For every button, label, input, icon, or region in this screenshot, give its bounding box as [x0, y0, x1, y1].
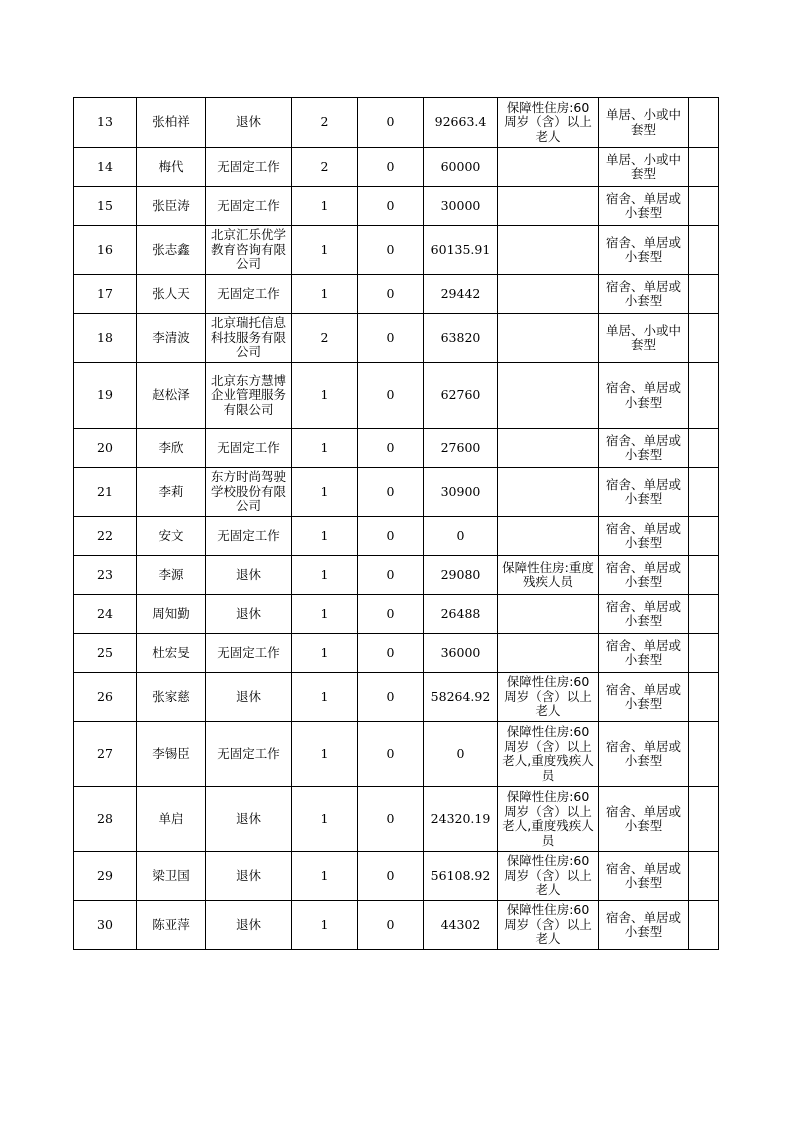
cell-name: 梅代	[137, 148, 206, 187]
cell-priority: 保障性住房:60周岁（含）以上老人	[498, 852, 599, 901]
cell-work: 退休	[206, 595, 292, 634]
cell-extra	[689, 852, 719, 901]
cell-extra	[689, 314, 719, 363]
cell-zero: 0	[358, 634, 424, 673]
cell-zero: 0	[358, 98, 424, 148]
cell-priority	[498, 226, 599, 275]
cell-income: 30000	[424, 187, 498, 226]
cell-name: 单启	[137, 787, 206, 852]
table-row	[74, 787, 719, 852]
cell-zero: 0	[358, 901, 424, 950]
cell-people: 1	[292, 429, 358, 468]
cell-priority: 保障性住房:60周岁（含）以上老人	[498, 673, 599, 722]
cell-priority	[498, 314, 599, 363]
table-row	[74, 275, 719, 314]
cell-type: 宿舍、单居或小套型	[599, 673, 689, 722]
cell-extra	[689, 634, 719, 673]
cell-extra	[689, 787, 719, 852]
cell-type: 宿舍、单居或小套型	[599, 634, 689, 673]
cell-name: 李欣	[137, 429, 206, 468]
cell-extra	[689, 363, 719, 429]
cell-income: 62760	[424, 363, 498, 429]
cell-type: 单居、小或中套型	[599, 148, 689, 187]
cell-work: 无固定工作	[206, 429, 292, 468]
cell-priority	[498, 634, 599, 673]
cell-type: 宿舍、单居或小套型	[599, 429, 689, 468]
cell-people: 1	[292, 226, 358, 275]
cell-people: 1	[292, 901, 358, 950]
cell-work: 退休	[206, 901, 292, 950]
table-row	[74, 226, 719, 275]
cell-no: 29	[74, 852, 137, 901]
cell-type: 宿舍、单居或小套型	[599, 517, 689, 556]
cell-no: 20	[74, 429, 137, 468]
cell-name: 李清波	[137, 314, 206, 363]
cell-type: 宿舍、单居或小套型	[599, 275, 689, 314]
cell-zero: 0	[358, 787, 424, 852]
cell-work: 北京汇乐优学教育咨询有限公司	[206, 226, 292, 275]
cell-work: 退休	[206, 556, 292, 595]
cell-people: 1	[292, 363, 358, 429]
cell-extra	[689, 595, 719, 634]
table-row	[74, 148, 719, 187]
cell-no: 13	[74, 98, 137, 148]
cell-priority	[498, 187, 599, 226]
cell-priority	[498, 148, 599, 187]
cell-people: 1	[292, 595, 358, 634]
cell-income: 63820	[424, 314, 498, 363]
cell-people: 1	[292, 787, 358, 852]
cell-name: 梁卫国	[137, 852, 206, 901]
cell-people: 1	[292, 187, 358, 226]
cell-people: 1	[292, 556, 358, 595]
cell-extra	[689, 429, 719, 468]
cell-no: 27	[74, 722, 137, 787]
cell-zero: 0	[358, 722, 424, 787]
cell-extra	[689, 517, 719, 556]
cell-income: 36000	[424, 634, 498, 673]
cell-work: 退休	[206, 852, 292, 901]
cell-priority: 保障性住房:重度残疾人员	[498, 556, 599, 595]
applicant-table	[73, 97, 719, 950]
table-row	[74, 429, 719, 468]
cell-no: 15	[74, 187, 137, 226]
cell-zero: 0	[358, 363, 424, 429]
cell-zero: 0	[358, 595, 424, 634]
cell-name: 李源	[137, 556, 206, 595]
cell-type: 宿舍、单居或小套型	[599, 901, 689, 950]
table-row	[74, 187, 719, 226]
cell-income: 29080	[424, 556, 498, 595]
cell-extra	[689, 148, 719, 187]
cell-people: 1	[292, 468, 358, 517]
cell-zero: 0	[358, 148, 424, 187]
cell-zero: 0	[358, 852, 424, 901]
cell-priority	[498, 275, 599, 314]
cell-extra	[689, 468, 719, 517]
cell-extra	[689, 187, 719, 226]
cell-name: 张家慈	[137, 673, 206, 722]
cell-income: 60135.91	[424, 226, 498, 275]
cell-type: 宿舍、单居或小套型	[599, 852, 689, 901]
cell-type: 单居、小或中套型	[599, 98, 689, 148]
table-body	[74, 98, 719, 950]
cell-name: 张人天	[137, 275, 206, 314]
cell-priority: 保障性住房:60周岁（含）以上老人,重度残疾人员	[498, 787, 599, 852]
table-row	[74, 673, 719, 722]
cell-no: 19	[74, 363, 137, 429]
cell-people: 2	[292, 98, 358, 148]
cell-name: 李莉	[137, 468, 206, 517]
cell-zero: 0	[358, 187, 424, 226]
cell-income: 58264.92	[424, 673, 498, 722]
cell-type: 宿舍、单居或小套型	[599, 787, 689, 852]
cell-priority	[498, 517, 599, 556]
cell-priority	[498, 468, 599, 517]
cell-work: 无固定工作	[206, 722, 292, 787]
cell-name: 李锡臣	[137, 722, 206, 787]
cell-name: 张柏祥	[137, 98, 206, 148]
cell-no: 14	[74, 148, 137, 187]
cell-no: 28	[74, 787, 137, 852]
cell-no: 17	[74, 275, 137, 314]
cell-people: 2	[292, 148, 358, 187]
table-row	[74, 98, 719, 148]
table-row	[74, 556, 719, 595]
cell-income: 0	[424, 517, 498, 556]
cell-work: 无固定工作	[206, 634, 292, 673]
cell-work: 无固定工作	[206, 517, 292, 556]
cell-name: 杜宏旻	[137, 634, 206, 673]
table-row	[74, 595, 719, 634]
cell-no: 23	[74, 556, 137, 595]
cell-no: 26	[74, 673, 137, 722]
cell-name: 张志鑫	[137, 226, 206, 275]
cell-extra	[689, 901, 719, 950]
cell-name: 赵松泽	[137, 363, 206, 429]
cell-type: 宿舍、单居或小套型	[599, 363, 689, 429]
cell-zero: 0	[358, 429, 424, 468]
cell-extra	[689, 275, 719, 314]
cell-income: 26488	[424, 595, 498, 634]
cell-extra	[689, 673, 719, 722]
cell-priority: 保障性住房:60周岁（含）以上老人	[498, 901, 599, 950]
cell-type: 宿舍、单居或小套型	[599, 187, 689, 226]
cell-income: 92663.4	[424, 98, 498, 148]
cell-type: 单居、小或中套型	[599, 314, 689, 363]
cell-priority	[498, 595, 599, 634]
cell-type: 宿舍、单居或小套型	[599, 722, 689, 787]
table-row	[74, 901, 719, 950]
cell-work: 退休	[206, 673, 292, 722]
cell-work: 退休	[206, 98, 292, 148]
cell-income: 29442	[424, 275, 498, 314]
cell-people: 1	[292, 722, 358, 787]
cell-income: 0	[424, 722, 498, 787]
cell-income: 30900	[424, 468, 498, 517]
cell-people: 1	[292, 852, 358, 901]
cell-zero: 0	[358, 275, 424, 314]
cell-zero: 0	[358, 314, 424, 363]
cell-people: 2	[292, 314, 358, 363]
table-row	[74, 517, 719, 556]
cell-zero: 0	[358, 517, 424, 556]
cell-income: 44302	[424, 901, 498, 950]
cell-priority: 保障性住房:60周岁（含）以上老人,重度残疾人员	[498, 722, 599, 787]
table-row	[74, 468, 719, 517]
cell-type: 宿舍、单居或小套型	[599, 556, 689, 595]
cell-income: 56108.92	[424, 852, 498, 901]
cell-name: 陈亚萍	[137, 901, 206, 950]
cell-people: 1	[292, 673, 358, 722]
cell-zero: 0	[358, 556, 424, 595]
cell-extra	[689, 226, 719, 275]
cell-work: 无固定工作	[206, 275, 292, 314]
cell-work: 退休	[206, 787, 292, 852]
cell-zero: 0	[358, 468, 424, 517]
table-row	[74, 363, 719, 429]
cell-type: 宿舍、单居或小套型	[599, 595, 689, 634]
cell-priority	[498, 363, 599, 429]
cell-type: 宿舍、单居或小套型	[599, 226, 689, 275]
cell-no: 22	[74, 517, 137, 556]
cell-no: 25	[74, 634, 137, 673]
cell-income: 24320.19	[424, 787, 498, 852]
cell-zero: 0	[358, 673, 424, 722]
cell-no: 30	[74, 901, 137, 950]
table-row	[74, 634, 719, 673]
cell-work: 无固定工作	[206, 148, 292, 187]
cell-income: 27600	[424, 429, 498, 468]
cell-priority: 保障性住房:60周岁（含）以上老人	[498, 98, 599, 148]
cell-work: 无固定工作	[206, 187, 292, 226]
cell-people: 1	[292, 517, 358, 556]
cell-no: 18	[74, 314, 137, 363]
cell-no: 16	[74, 226, 137, 275]
cell-extra	[689, 98, 719, 148]
cell-no: 24	[74, 595, 137, 634]
cell-name: 张臣涛	[137, 187, 206, 226]
table-row	[74, 722, 719, 787]
table-row	[74, 852, 719, 901]
cell-people: 1	[292, 634, 358, 673]
cell-zero: 0	[358, 226, 424, 275]
cell-no: 21	[74, 468, 137, 517]
table-row	[74, 314, 719, 363]
cell-name: 周知勤	[137, 595, 206, 634]
cell-people: 1	[292, 275, 358, 314]
cell-work: 北京东方慧博企业管理服务有限公司	[206, 363, 292, 429]
cell-work: 北京瑞托信息科技服务有限公司	[206, 314, 292, 363]
cell-extra	[689, 556, 719, 595]
cell-type: 宿舍、单居或小套型	[599, 468, 689, 517]
cell-extra	[689, 722, 719, 787]
cell-income: 60000	[424, 148, 498, 187]
cell-work: 东方时尚驾驶学校股份有限公司	[206, 468, 292, 517]
cell-priority	[498, 429, 599, 468]
cell-name: 安文	[137, 517, 206, 556]
